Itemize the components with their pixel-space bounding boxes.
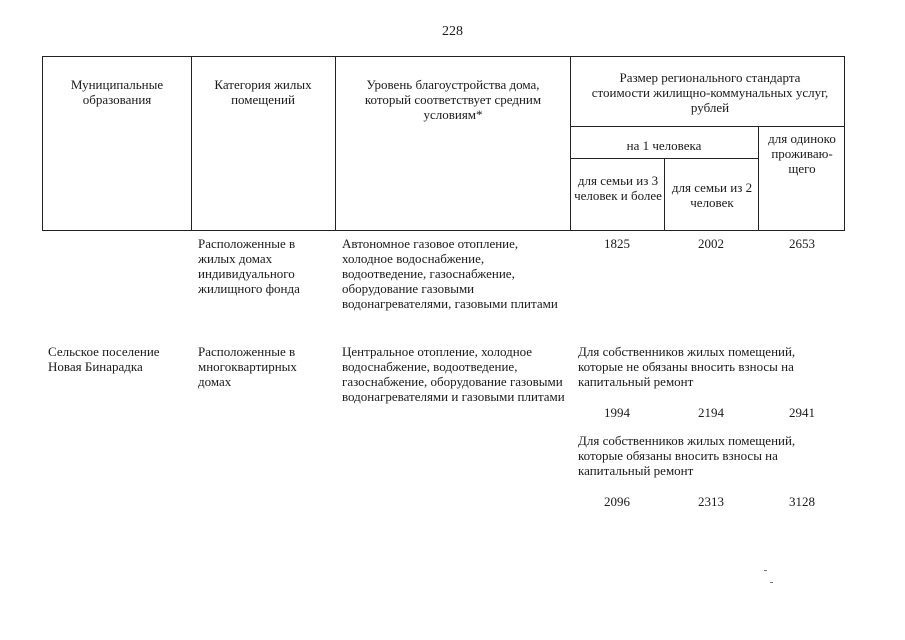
- header-divider: [570, 126, 845, 127]
- header-category: Категория жилых помещений: [214, 77, 312, 107]
- table-top-border: [42, 56, 845, 57]
- row-category: Расположенные в жилых домах индивидуального жилищного фонда: [198, 236, 300, 296]
- value-family-2: 2002: [698, 236, 724, 251]
- column-divider: [664, 158, 665, 231]
- value-single: 2941: [789, 405, 815, 420]
- value-single: 3128: [789, 494, 815, 509]
- scan-speck: [770, 582, 773, 583]
- value-single: 2653: [789, 236, 815, 251]
- scan-speck: [764, 570, 767, 571]
- value-family-2: 2194: [698, 405, 724, 420]
- table-border: [844, 56, 845, 231]
- value-family-2: 2313: [698, 494, 724, 509]
- column-divider: [758, 126, 759, 231]
- column-divider: [570, 56, 571, 231]
- header-level: Уровень благоустройства дома, который соответствует средним условиям*: [364, 77, 542, 122]
- row-level: Центральное отопление, холодное водоснабжение, водоотведение, газоснабжение, оборудование газовыми водонагревателями и газовыми плитами: [342, 344, 565, 404]
- header-municipality: Муниципальные образования: [70, 77, 164, 107]
- value-family-3: 1825: [604, 236, 630, 251]
- table-bottom-border: [42, 230, 845, 231]
- header-standard-size: Размер регионального стандарта стоимости жилищно-коммунальных услуг, рублей: [591, 70, 829, 115]
- value-family-3: 2096: [604, 494, 630, 509]
- note-no-capital-repair: Для собственников жилых помещений, которые не обязаны вносить взносы на капитальный ремонт: [578, 344, 796, 389]
- row-municipality: Сельское поселение Новая Бинарадка: [48, 344, 160, 374]
- column-divider: [191, 56, 192, 231]
- row-level: Автономное газовое отопление, холодное водоснабжение, водоотведение, газоснабжение, оборудование газовыми водонагревателями, газовыми плитами: [342, 236, 558, 311]
- note-with-capital-repair: Для собственников жилых помещений, которые обязаны вносить взносы на капитальный ремонт: [578, 433, 796, 478]
- header-per-person: на 1 человека: [626, 138, 702, 153]
- value-family-3: 1994: [604, 405, 630, 420]
- page-number: 228: [442, 24, 463, 39]
- header-single: для одиноко проживаю-щего: [768, 131, 836, 176]
- header-family-2: для семьи из 2 человек: [671, 180, 753, 210]
- column-divider: [335, 56, 336, 231]
- header-family-3: для семьи из 3 человек и более: [574, 173, 662, 203]
- row-category: Расположенные в многоквартирных домах: [198, 344, 297, 389]
- table-border: [42, 56, 43, 231]
